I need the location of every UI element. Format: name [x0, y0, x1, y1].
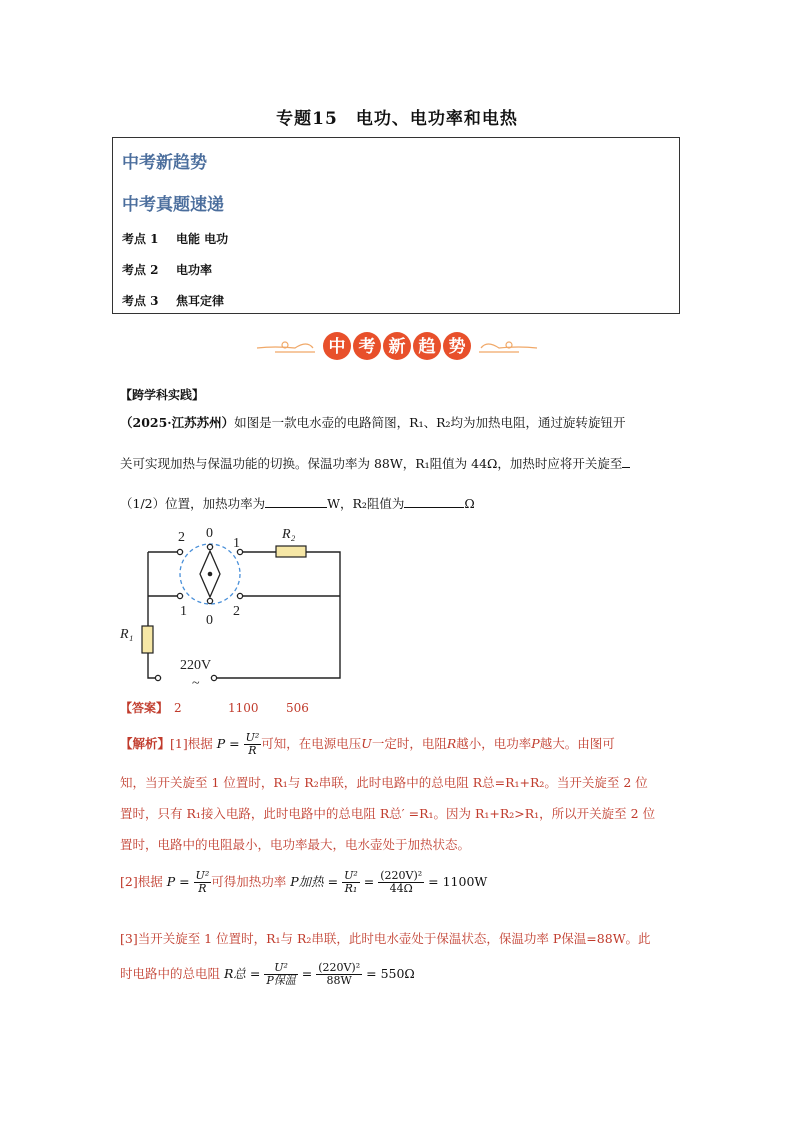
- analysis-line-2: 知，当开关旋至 1 位置时，R₁与 R₂串联，此时电路中的总电阻 R总=R₁+R₂。当开关旋至 2 位: [120, 775, 648, 790]
- banner-char: 趋: [418, 337, 436, 357]
- fraction-denominator: R: [198, 882, 207, 895]
- fraction: [264, 962, 297, 987]
- toc-point-label: 考点 1: [122, 232, 159, 246]
- question-unit: Ω: [464, 496, 475, 511]
- question-line-3: [120, 494, 475, 514]
- section-tag: 【跨学科实践】: [120, 388, 205, 402]
- answer-value: 506: [286, 701, 309, 715]
- banner-char: 新: [388, 337, 406, 357]
- toc-point-text: 电能 电功: [176, 232, 229, 246]
- fraction: [244, 732, 262, 757]
- analysis-variable: P: [531, 736, 540, 751]
- analysis-text: 时电路中的总电阻: [120, 966, 221, 981]
- question-text: W，R₂阻值为: [327, 496, 405, 511]
- resistor-r1: [142, 626, 153, 653]
- toc-point-label: 考点 2: [122, 263, 159, 277]
- terminal-label: 2: [233, 604, 240, 619]
- toc-point-text: 电功率: [176, 263, 213, 277]
- analysis-text: 一定时，电阻: [371, 736, 447, 751]
- fraction-numerator: U²: [245, 731, 260, 744]
- question-text: 如图是一款电水壶的电路简图，R₁、R₂均为加热电阻，通过旋转旋钮开: [234, 415, 626, 430]
- question-line-2: [120, 454, 630, 474]
- contact-terminal: [237, 593, 242, 598]
- wire: [306, 552, 340, 596]
- power-terminal: [155, 675, 160, 680]
- fraction-numerator: (220V)²: [318, 961, 361, 974]
- fraction-numerator: U²: [344, 869, 358, 882]
- fraction-denominator: R₁: [344, 882, 358, 895]
- formula-lhs: R总 =: [224, 966, 261, 981]
- fraction-denominator: R: [248, 744, 257, 757]
- analysis-line-4: 置时，电路中的电阻最小，电功率最大，电水壶处于加热状态。: [120, 837, 471, 852]
- fraction-denominator: 44Ω: [389, 882, 413, 895]
- r2-label: R₂: [282, 527, 296, 542]
- analysis-text: 越大。由图可: [539, 736, 615, 751]
- contact-terminal: [207, 598, 212, 603]
- contact-terminal: [177, 593, 182, 598]
- table-of-contents: [112, 137, 680, 314]
- contact-terminal: [207, 544, 212, 549]
- analysis-label: 【解析】: [120, 736, 171, 751]
- analysis-line-6: [3]当开关旋至 1 位置时，R₁与 R₂串联，此时电水壶处于保温状态，保温功率 P保温=88W。此: [120, 931, 651, 946]
- fraction-denominator: 88W: [326, 974, 352, 987]
- formula-lhs: P =: [166, 874, 190, 889]
- answer-value: 2: [174, 701, 182, 715]
- toc-heading-trends[interactable]: 中考新趋势: [122, 153, 207, 173]
- toc-point-3[interactable]: [122, 292, 224, 309]
- formula-result: = 1100W: [428, 874, 488, 889]
- fraction: [342, 870, 360, 895]
- analysis-variable: R: [446, 736, 457, 751]
- toc-point-label: 考点 3: [122, 294, 159, 308]
- analysis-text: 可得加热功率: [211, 874, 287, 889]
- fraction-denominator: P保温: [266, 974, 296, 987]
- contact-terminal: [177, 549, 182, 554]
- banner-char: 考: [358, 337, 376, 357]
- question-text: （1/2）位置，加热功率为: [120, 496, 266, 511]
- answer-value: 1100: [228, 701, 259, 715]
- answer-row: [120, 699, 309, 716]
- fraction-numerator: U²: [195, 869, 210, 882]
- analysis-variable: U: [361, 736, 372, 751]
- terminal-label: 0: [206, 526, 213, 541]
- banner-char: 中: [328, 337, 346, 357]
- question-line-1: [120, 413, 626, 433]
- fraction: [316, 962, 362, 987]
- fraction-numerator: (220V)²: [380, 869, 423, 882]
- analysis-text: 越小，电功率: [456, 736, 532, 751]
- answer-blank[interactable]: [622, 454, 630, 468]
- toc-point-1[interactable]: [122, 230, 228, 247]
- analysis-text: 可知，在电源电压: [261, 736, 362, 751]
- fraction: [194, 870, 212, 895]
- formula-lhs: P加热 =: [290, 874, 339, 889]
- analysis-text: [1]根据: [170, 736, 213, 751]
- question-source: （2025·江苏苏州）: [120, 415, 235, 430]
- analysis-text: [2]根据: [120, 874, 163, 889]
- analysis-line-7: 时电路中的总电阻 R总 = $\frac{\text{U²}}{\text{P保温}}$ = $\frac{\text{(220V)²}}{88W}$ = 550Ω: [120, 961, 415, 987]
- answer-label: 【答案】: [120, 701, 169, 715]
- banner-char: 势: [448, 337, 466, 357]
- terminal-label: 0: [206, 613, 213, 628]
- terminal-label: 1: [233, 536, 240, 551]
- terminal-label: 2: [178, 530, 185, 545]
- voltage-label: 220V: [180, 658, 212, 673]
- toc-point-2[interactable]: [122, 261, 212, 278]
- formula-result: = 550Ω: [366, 966, 415, 981]
- terminal-label: 1: [180, 604, 187, 619]
- wire: [148, 653, 156, 678]
- formula-lhs: P =: [216, 736, 240, 751]
- switch-pivot: [208, 572, 213, 577]
- circuit-diagram: [112, 522, 352, 694]
- fraction-numerator: U²: [264, 962, 297, 975]
- toc-point-text: 焦耳定律: [176, 294, 225, 308]
- analysis-line-1: [120, 732, 615, 757]
- banner-right-ornament: [479, 342, 537, 352]
- banner-left-ornament: [257, 342, 315, 352]
- question-text: 关可实现加热与保温功能的切换。保温功率为 88W，R₁阻值为 44Ω，加热时应将开关旋至: [120, 456, 623, 471]
- ac-symbol: ~: [192, 676, 200, 691]
- analysis-line-3: 置时，只有 R₁接入电路，此时电路中的总电阻 R总′ =R₁。因为 R₁+R₂>R₁，所以开关旋至 2 位: [120, 806, 656, 821]
- answer-blank[interactable]: [265, 494, 327, 508]
- analysis-line-5: [2]根据 P = $\frac{\text{U²}}{R}$ 可得加热功率 P加热 = $\frac{\text{U²}}{\text{R₁}}$ = $\frac{\text{(220V)²}}{44\Omega}$ = 1100W: [120, 869, 488, 895]
- resistor-r2: [276, 546, 306, 557]
- toc-heading-real-questions[interactable]: 中考真题速递: [122, 195, 224, 215]
- page-title: 专题15 电功、电功率和电热: [276, 109, 518, 129]
- answer-blank[interactable]: [404, 494, 464, 508]
- r1-label: R₁: [120, 627, 134, 642]
- section-banner: [255, 328, 539, 364]
- fraction: [378, 870, 424, 895]
- power-terminal: [211, 675, 216, 680]
